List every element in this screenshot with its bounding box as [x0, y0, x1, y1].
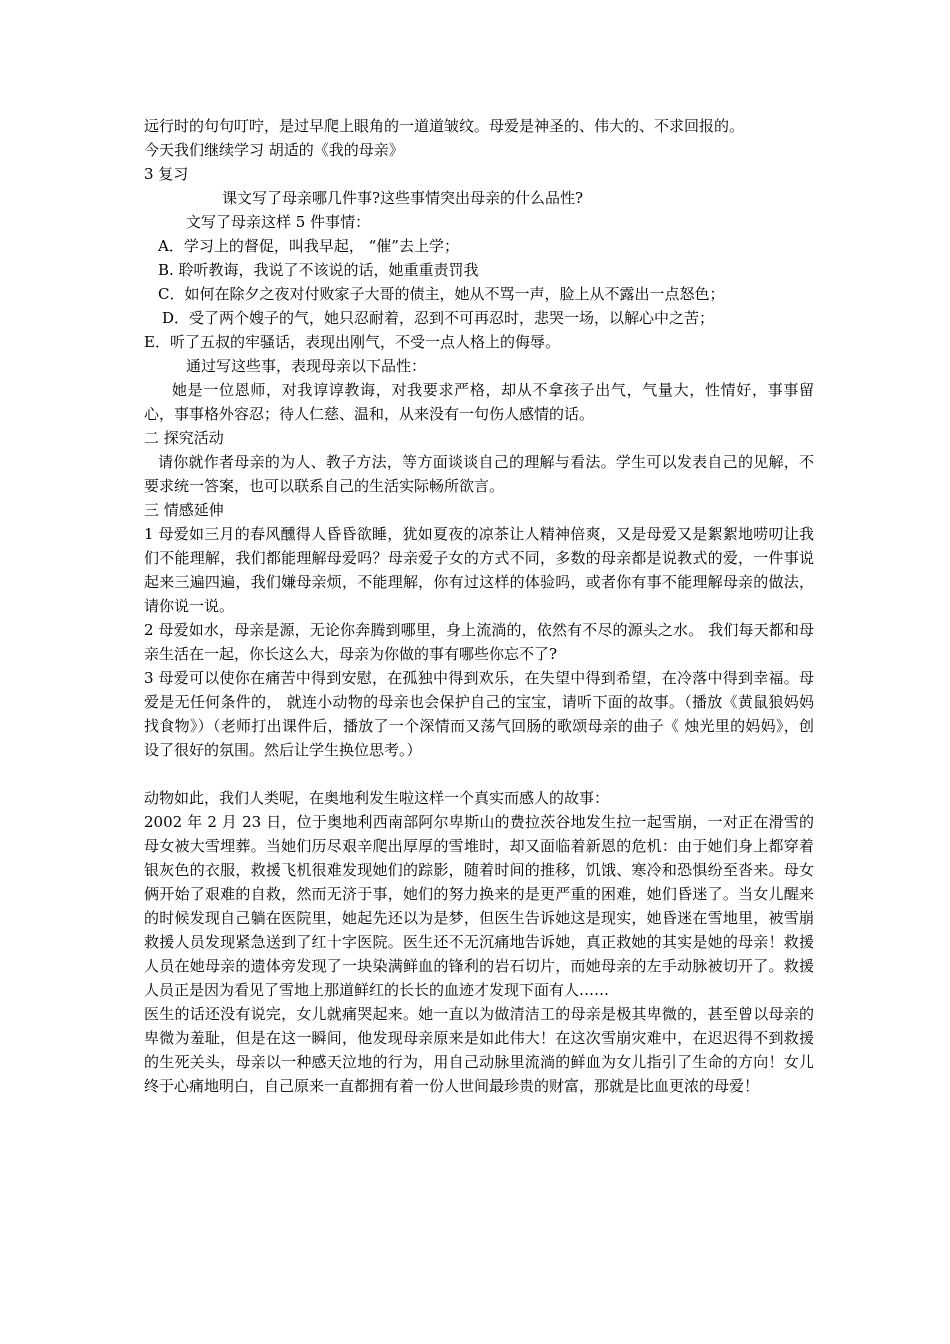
blank-line	[144, 762, 814, 786]
extend-item-1: 1 母爱如三月的春风醺得人昏昏欲睡，犹如夏夜的凉茶让人精神倍爽，又是母爱又是絮絮地唠叨让我们不能理解，我们都能理解母爱吗？母亲爱子女的方式不同，多数的母亲都是说教式的爱，一件事说起来三遍四遍，我们嫌母亲烦，不能理解，你有过这样的体验吗，或者你有事不能理解母亲的做法，请你说一说。	[144, 525, 814, 615]
explore-heading: 二 探究活动	[144, 429, 224, 447]
extend-item-2: 2 母爱如水，母亲是源，无论你奔腾到哪里，身上流淌的，依然有不尽的源头之水。 我们每天都和母亲生活在一起，你长这么大，母亲为你做的事有哪些你忘不了?	[144, 621, 814, 663]
extend-item-3: 3 母爱可以使你在痛苦中得到安慰，在孤独中得到欢乐，在失望中得到希望，在冷落中得到幸福。母爱是无任何条件的， 就连小动物的母亲也会保护自己的宝宝，请听下面的故事。（播放《黄鼠狼妈妈找食物》）（老师打出课件后，播放了一个深情而又荡气回肠的歌颂母亲的曲子《 烛光里的妈妈》，创设了很好的氛围。然后让学生换位思考。）	[144, 669, 814, 759]
event-item-e: E．听了五叔的牢骚话，表现出刚气，不受一点人格上的侮辱。	[144, 333, 560, 351]
explore-paragraph: 请你就作者母亲的为人、教子方法，等方面谈谈自己的理解与看法。学生可以发表自己的见解，不要求统一答案，也可以联系自己的生活实际畅所欲言。	[144, 453, 814, 495]
story-intro: 动物如此，我们人类呢，在奥地利发生啦这样一个真实而感人的故事：	[144, 789, 610, 807]
event-item-d: D．受了两个嫂子的气，她只忍耐着，忍到不可再忍时，悲哭一场，以解心中之苦；	[162, 309, 715, 327]
document-body	[144, 114, 814, 1098]
story-paragraph-2: 医生的话还没有说完，女儿就痛哭起来。她一直以为做清洁工的母亲是极其卑微的，甚至曾以母亲的卑微为羞耻，但是在这一瞬间，他发现母亲原来是如此伟大！在这次雪崩灾难中，在迟迟得不到救援的生死关头，母亲以一种感天泣地的行为，用自己动脉里流淌的鲜血为女儿指引了生命的方向！女儿终于心痛地明白，自己原来一直都拥有着一份人世间最珍贵的财富，那就是比血更浓的母爱！	[144, 1005, 814, 1095]
review-heading: 3 复习	[144, 165, 189, 183]
event-item-b: B. 聆听教诲，我说了不该说的话，她重重责罚我	[158, 261, 479, 279]
event-item-a: A．学习上的督促，叫我早起， “催”去上学；	[158, 237, 459, 255]
event-item-c: C．如何在除夕之夜对付败家子大哥的债主，她从不骂一声，脸上从不露出一点怒色；	[158, 285, 725, 303]
story-paragraph-1: 2002 年 2 月 23 日，位于奥地利西南部阿尔卑斯山的费拉茨谷地发生拉一起雪崩，一对正在滑雪的母女被大雪埋葬。当她们历尽艰辛爬出厚厚的雪堆时，却又面临着新恩的危机：由于她们身上都穿着银灰色的衣服，救援飞机很难发现她们的踪影，随着时间的推移，饥饿、寒冷和恐惧纷至沓来。母女俩开始了艰难的自救，然而无济于事，她们的努力换来的是更严重的困难，她们昏迷了。当女儿醒来的时候发现自己躺在医院里，她起先还以为是梦，但医生告诉她这是现实，她昏迷在雪地里，被雪崩救援人员发现紧急送到了红十字医院。医生还不无沉痛地告诉她，真正救她的其实是她的母亲！救援人员在她母亲的遗体旁发现了一块染满鲜血的锋利的岩石切片，而她母亲的左手动脉被切开了。救援人员正是因为看见了雪地上那道鲜红的长长的血迹才发现下面有人……	[144, 813, 814, 999]
review-question: 课文写了母亲哪几件事?这些事情突出母亲的什么品性?	[222, 189, 584, 207]
intro-line-2: 今天我们继续学习 胡适的《我的母亲》	[144, 141, 404, 159]
intro-line-1: 远行时的句句叮咛，是过早爬上眼角的一道道皱纹。母爱是神圣的、伟大的、不求回报的。	[144, 117, 745, 135]
events-intro: 文写了母亲这样 5 件事情：	[186, 213, 371, 231]
extend-heading: 三 情感延伸	[144, 501, 224, 519]
qualities-intro: 通过写这些事，表现母亲以下品性：	[186, 357, 427, 375]
qualities-paragraph: 她是一位恩师，对我谆谆教诲，对我要求严格，却从不拿孩子出气，气量大，性情好，事事留心，事事格外容忍；待人仁慈、温和，从来没有一句伤人感情的话。	[144, 381, 814, 423]
